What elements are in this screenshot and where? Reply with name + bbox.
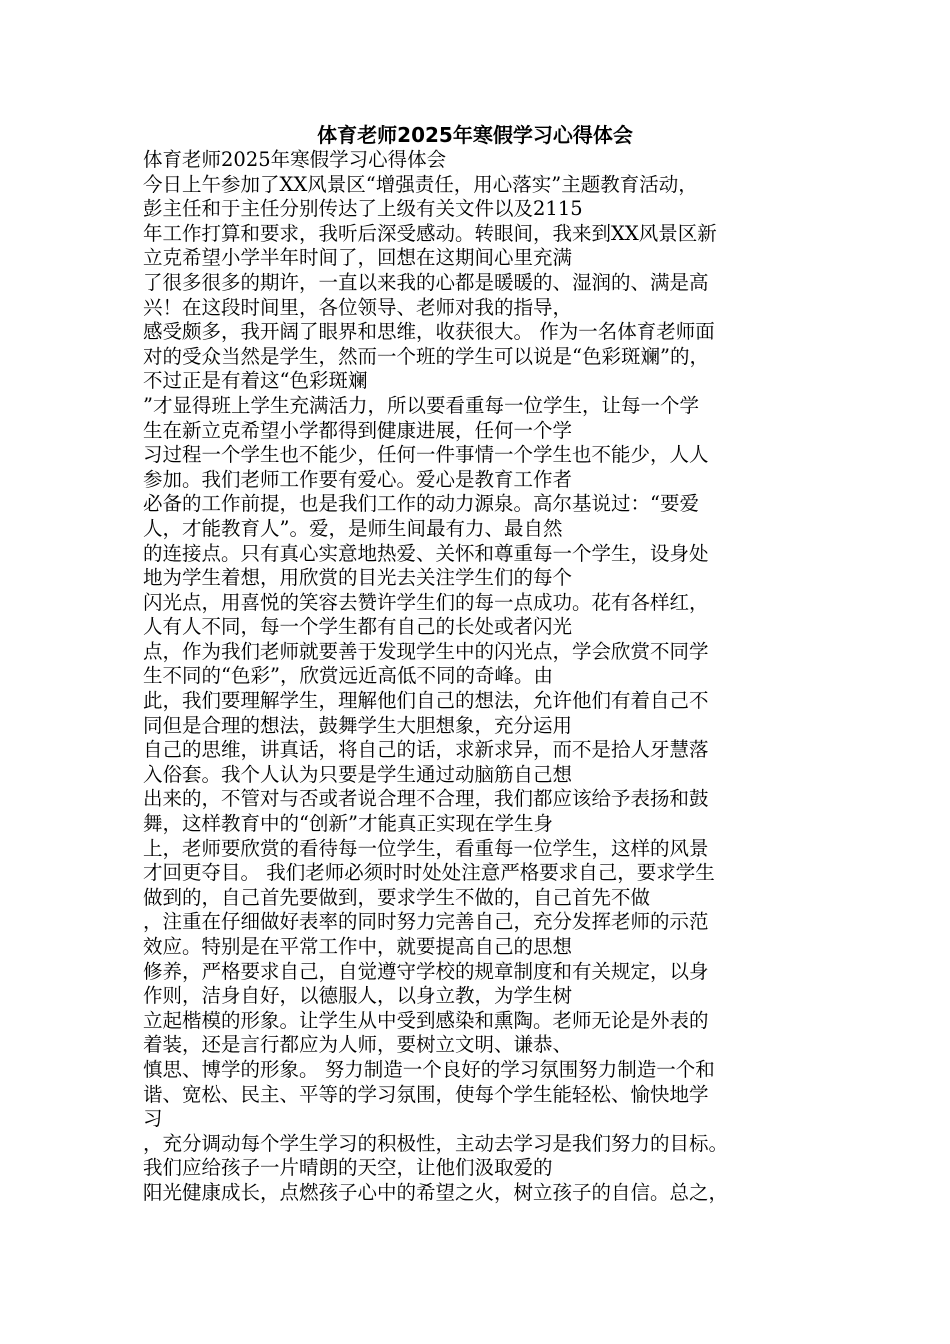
text-line: 慎思、博学的形象。 努力制造一个良好的学习氛围努力制造一个和: [143, 1057, 715, 1081]
text-line: 自己的思维，讲真话，将自己的话，求新求异，而不是拾人牙慧落: [143, 738, 709, 762]
text-line: 舞，这样教育中的“创新”才能真正实现在学生身: [143, 812, 553, 836]
text-line: 修养，严格要求自己，自觉遵守学校的规章制度和有关规定，以身: [143, 959, 709, 983]
text-line: 了很多很多的期许，一直以来我的心都是暖暖的、湿润的、满是高: [143, 270, 709, 294]
text-line: 必备的工作前提，也是我们工作的动力源泉。高尔基说过：“要爱: [143, 492, 699, 516]
text-line: 阳光健康成长，点燃孩子心中的希望之火，树立孩子的自信。总之，: [143, 1180, 729, 1204]
text-line: 才回更夺目。 我们老师必须时时处处注意严格要求自己，要求学生: [143, 861, 715, 885]
text-line: 体育老师2025年寒假学习心得体会: [143, 148, 447, 171]
text-line: 不过正是有着这“色彩斑斓: [143, 369, 368, 393]
text-line: 人，才能教育人”。爱，是师生间最有力、最自然: [143, 516, 563, 540]
text-line: 今日上午参加了XX风景区“增强责任，用心落实”主题教育活动，: [143, 172, 698, 196]
text-line: 闪光点，用喜悦的笑容去赞许学生们的每一点成功。花有各样红，: [143, 590, 709, 614]
text-line: 着装，还是言行都应为人师，要树立文明、谦恭、: [143, 1033, 573, 1057]
text-line: 对的受众当然是学生，然而一个班的学生可以说是“色彩斑斓”的，: [143, 344, 709, 368]
text-line: 上，老师要欣赏的看待每一位学生，看重每一位学生，这样的风景: [143, 836, 709, 860]
text-line: 人有人不同，每一个学生都有自己的长处或者闪光: [143, 615, 573, 639]
text-line: 作则，洁身自好，以德服人，以身立教，为学生树: [143, 984, 573, 1008]
text-line: 出来的，不管对与否或者说合理不合理，我们都应该给予表扬和鼓: [143, 787, 709, 811]
text-line: 同但是合理的想法，鼓舞学生大胆想象，充分运用: [143, 713, 573, 737]
text-line: 做到的，自己首先要做到，要求学生不做的，自己首先不做: [143, 885, 651, 909]
document-body: [143, 148, 823, 1206]
text-line: ”才显得班上学生充满活力，所以要看重每一位学生，让每一个学: [143, 393, 699, 417]
text-line: 感受颇多，我开阔了眼界和思维，收获很大。 作为一名体育老师面: [143, 320, 715, 344]
text-line: 年工作打算和要求，我听后深受感动。转眼间，我来到XX风景区新: [143, 221, 717, 245]
text-line: 效应。特别是在平常工作中，就要提高自己的思想: [143, 935, 573, 958]
text-line: 生不同的“色彩”，欣赏远近高低不同的奇峰。由: [143, 664, 553, 688]
text-line: 兴！在这段时间里，各位领导、老师对我的指导，: [143, 295, 573, 319]
text-line: 习: [143, 1107, 163, 1131]
text-line: 谐、宽松、民主、平等的学习氛围，使每个学生能轻松、愉快地学: [143, 1082, 709, 1106]
text-line: ，充分调动每个学生学习的积极性，主动去学习是我们努力的目标。: [143, 1131, 729, 1155]
text-line: 地为学生着想，用欣赏的目光去关注学生们的每个: [143, 566, 573, 590]
text-line: ，注重在仔细做好表率的同时努力完善自己，充分发挥老师的示范: [143, 910, 709, 934]
text-line: 习过程一个学生也不能少，任何一件事情一个学生也不能少，人人: [143, 443, 709, 467]
text-line: 此，我们要理解学生，理解他们自己的想法，允许他们有着自己不: [143, 689, 709, 713]
text-line: 生在新立克希望小学都得到健康进展，任何一个学: [143, 418, 573, 442]
text-line: 入俗套。我个人认为只要是学生通过动脑筋自己想: [143, 762, 573, 786]
text-line: 参加。我们老师工作要有爱心。爱心是教育工作者: [143, 467, 573, 491]
text-line: 点，作为我们老师就要善于发现学生中的闪光点，学会欣赏不同学: [143, 639, 709, 663]
document-title: 体育老师2025年寒假学习心得体会: [317, 123, 633, 147]
text-line: 彭主任和于主任分别传达了上级有关文件以及2115: [143, 197, 583, 221]
text-line: 立起楷模的形象。让学生从中受到感染和熏陶。老师无论是外表的: [143, 1008, 709, 1032]
text-line: 的连接点。只有真心实意地热爱、关怀和尊重每一个学生，设身处: [143, 541, 709, 565]
text-line: 我们应给孩子一片晴朗的天空，让他们汲取爱的: [143, 1156, 553, 1180]
text-line: 立克希望小学半年时间了，回想在这期间心里充满: [143, 246, 573, 270]
